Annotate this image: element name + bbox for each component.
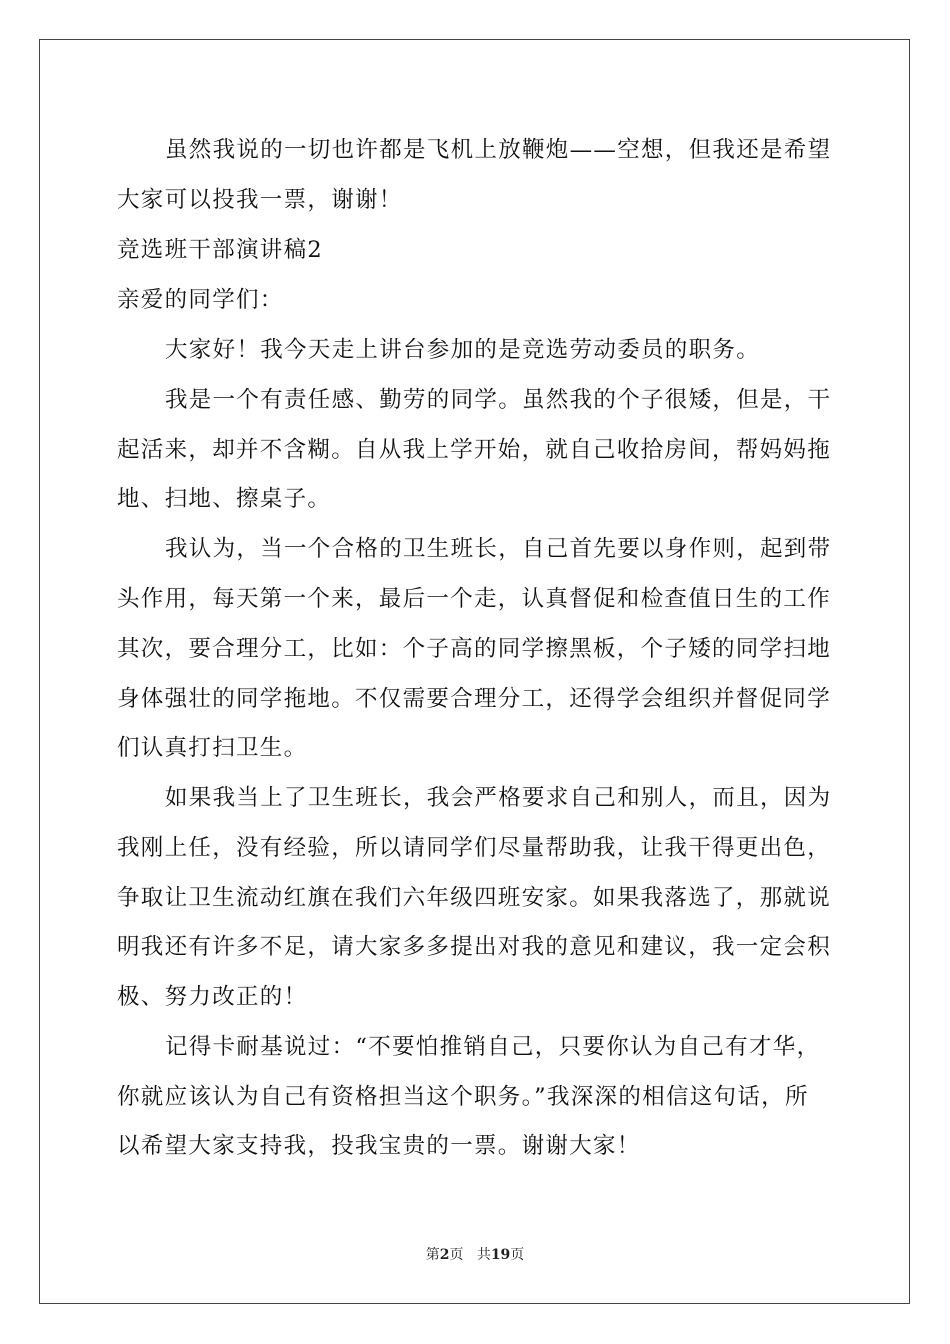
paragraph-line: 虽然我说的一切也许都是飞机上放鞭炮——空想，但我还是希望: [165, 137, 832, 163]
paragraph-line: 地、扫地、擦桌子。: [117, 486, 332, 512]
page-suffix: 页: [449, 1247, 464, 1263]
paragraph-line: 你就应该认为自己有资格担当这个职务。”我深深的相信这句话，所: [117, 1084, 809, 1110]
page-footer: [0, 1246, 950, 1264]
paragraph-line: 身体强壮的同学拖地。不仅需要合理分工，还得学会组织并督促同学: [117, 686, 832, 712]
total-prefix: 共: [476, 1247, 491, 1263]
paragraph-line: 头作用，每天第一个来，最后一个走，认真督促和检查值日生的工作: [117, 586, 832, 612]
salutation: 亲爱的同学们：: [117, 287, 284, 313]
paragraph-line: 极、努力改正的！: [117, 984, 308, 1010]
paragraph-line: 大家可以投我一票，谢谢！: [117, 187, 403, 213]
page-prefix: 第: [425, 1247, 440, 1263]
paragraph-line: 们认真打扫卫生。: [117, 735, 308, 761]
current-page-number: 2: [439, 1247, 450, 1263]
paragraph-line: 争取让卫生流动红旗在我们六年级四班安家。如果我落选了，那就说: [117, 885, 832, 911]
paragraph-line: 起活来，却并不含糊。自从我上学开始，就自己收拾房间，帮妈妈拖: [117, 437, 832, 463]
total-page-count: 19: [490, 1247, 511, 1263]
section-heading: 竞选班干部演讲稿2: [117, 237, 324, 263]
paragraph-line: 以希望大家支持我，投我宝贵的一票。谢谢大家！: [117, 1133, 641, 1159]
paragraph-line: 我刚上任，没有经验，所以请同学们尽量帮助我，让我干得更出色，: [117, 835, 832, 861]
page-border: [39, 39, 910, 1304]
paragraph-line: 大家好！我今天走上讲台参加的是竞选劳动委员的职务。: [165, 337, 761, 363]
paragraph-line: 明我还有许多不足，请大家多多提出对我的意见和建议，我一定会积: [117, 934, 832, 960]
paragraph-line: 如果我当上了卫生班长，我会严格要求自己和别人，而且，因为: [165, 785, 832, 811]
paragraph-line: 其次，要合理分工，比如：个子高的同学擦黑板，个子矮的同学扫地: [117, 636, 832, 662]
paragraph-line: 我认为，当一个合格的卫生班长，自己首先要以身作则，起到带: [165, 536, 832, 562]
total-suffix: 页: [510, 1247, 525, 1263]
paragraph-line: 我是一个有责任感、勤劳的同学。虽然我的个子很矮，但是，干: [165, 387, 832, 413]
paragraph-line: 记得卡耐基说过：“不要怕推销自己，只要你认为自己有才华，: [165, 1034, 821, 1060]
